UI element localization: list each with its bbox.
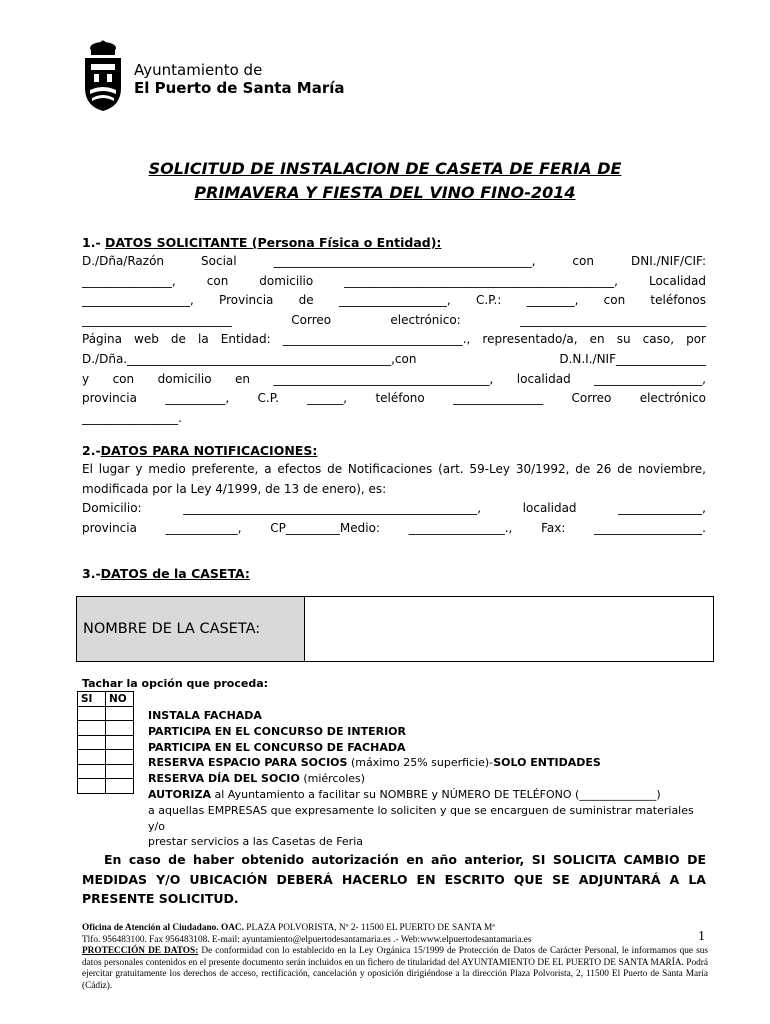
section2-title: DATOS PARA NOTIFICACIONES: [100,443,318,458]
s1-line-4: _________________________ Correo electrónico: _______________________________ [82,312,706,327]
option-2-si-box[interactable] [78,721,106,736]
option-5-label [148,771,708,787]
option-4-main: RESERVA ESPACIO PARA SOCIOS [148,756,348,770]
s1-line-7: y con domicilio en ____________________________________, localidad __________________, [82,371,706,386]
option-3-no-box[interactable] [106,735,134,750]
s1-line-6: D./Dña.____________________________________________,con D.N.I./NIF_______________ [82,351,706,366]
col-no-header: NO [106,692,134,707]
s2-line-1: El lugar y medio preferente, a efectos de Notificaciones (art. 59-Ley 30/1992, de 26 de noviembre, [82,462,706,476]
footer-privacy [82,946,708,992]
s1-line-9: ________________. [82,410,182,425]
s1-line-2: _______________, con domicilio _____________________________________________, Localidad [82,273,706,288]
option-3-label: PARTICIPA EN EL CONCURSO DE FACHADA [148,740,406,754]
option-6-detail: al Ayuntamiento a facilitar su NOMBRE y NÚMERO DE TELÉFONO (______________) [211,787,661,801]
option-6-main: AUTORIZA [148,787,212,801]
section1-heading [82,233,706,254]
s1-line-5: Página web de la Entidad: ______________________________., representado/a, en su caso, por [82,332,706,347]
option-1-label: INSTALA FACHADA [148,709,262,722]
section3-heading [82,564,706,585]
footer-office-label: Oficina de Atención al Ciudadano. OAC. [82,923,244,933]
s1-line-8: provincia __________, C.P. ______, teléfono _______________ Correo electrónico [82,391,706,406]
footer-contact: Tlfo. 956483100. Fax 956483108. E-mail: ayuntamiento@elpuertodesantamaria.es .- Web:www.elpuertodesantamaria.es [82,934,532,945]
section1-body [82,252,706,428]
option-2-no-box[interactable] [106,721,134,736]
option-5-main: RESERVA DÍA DEL SOCIO [148,772,300,786]
section1-title: DATOS SOLICITANTE (Persona Física o Entidad): [105,235,442,250]
option-4-si-box[interactable] [78,750,106,765]
section2-heading [82,441,706,462]
org-line2: El Puerto de Santa María [134,79,345,97]
options-instruction: Tachar la opción que proceda: [82,677,269,690]
option-4-note: SOLO ENTIDADES [493,756,601,770]
section3-number: 3.- [82,566,101,581]
option-2-label: PARTICIPA EN EL CONCURSO DE INTERIOR [148,724,406,738]
org-line1: Ayuntamiento de [134,61,263,79]
title-line2: PRIMAVERA Y FIESTA DEL VINO FINO-2014 [194,183,576,202]
options-checkbox-table [77,691,134,794]
change-request-notice [82,850,706,909]
section2-number: 2.- [82,443,101,458]
option-6-si-box[interactable] [78,779,106,794]
footer-office-address: PLAZA POLVORISTA, Nº 2- 11500 EL PUERTO DE SANTA Mª [243,923,495,933]
footer [82,923,708,993]
option-4-label [148,755,708,771]
option-6-label [148,787,708,803]
s2-line-3: Domicilio: _________________________________________________, localidad ______________, [82,501,706,516]
footer-office [82,923,708,935]
option-1-no-box[interactable] [106,706,134,721]
option-4-detail: (máximo 25% superficie)- [347,756,494,770]
col-si-header: SI [78,692,106,707]
option-6-line3: prestar servicios a las Casetas de Feria [148,835,364,849]
page-number: 1 [698,929,705,944]
option-5-si-box[interactable] [78,764,106,779]
option-5-detail: (miércoles) [299,772,366,786]
s1-line-3: __________________, Provincia de __________________, C.P.: ________, con teléfonos [82,293,706,308]
footer-privacy-label: PROTECCIÓN DE DATOS: [82,946,199,957]
s2-line-4: provincia ____________, CP_________Medio: ________________., Fax: __________________. [82,520,706,535]
option-4-no-box[interactable] [106,750,134,765]
s1-line-1: D./Dña/Razón Social ___________________________________________, con DNI./NIF/CIF: [82,254,706,268]
section2-body [82,460,706,538]
organization-name [134,62,345,97]
booth-name-label: NOMBRE DE LA CASETA: [77,597,305,661]
coat-of-arms-logo [82,40,124,112]
s2-line-2: modificada por la Ley 4/1999, de 13 de enero), es: [82,481,387,496]
option-3-si-box[interactable] [78,735,106,750]
options-list [148,708,708,850]
option-6-no-box[interactable] [106,779,134,794]
booth-name-box [76,596,714,662]
option-6-line2: a aquellas EMPRESAS que expresamente lo soliciten y que se encarguen de suministrar materiales y/o [148,803,694,833]
option-5-no-box[interactable] [106,764,134,779]
title-line1: SOLICITUD DE INSTALACION DE CASETA DE FERIA DE [148,159,622,178]
section3-title: DATOS de la CASETA: [100,566,250,581]
notice-text: En caso de haber obtenido autorización en año anterior, SI SOLICITA CAMBIO DE MEDIDAS Y/O UBICACIÓN DEBERÁ HACERLO EN ESCRITO QUE SE ADJUNTARÁ A LA PRESENTE SOLICITUD. [82,852,706,906]
section1-number: 1.- [82,235,105,250]
footer-privacy-text: De conformidad con lo establecido en la Ley Orgánica 15/1999 de Protección de Datos de Carácter Personal, le informamos que sus datos personales contenidos en el presente documento serán incluidos en un fichero de titularidad del AYUNTAMIENTO DE EL PUERTO DE SANTA MARÍA. Podrá ejercitar gratuitamente los derechos de acceso, rectificación, cancelación y oposición dirigiéndose a la dirección Plaza Polvorista, 2, 11500 El Puerto de Santa María (Cádiz). [82,946,708,991]
booth-name-field[interactable] [305,597,713,661]
option-1-si-box[interactable] [78,706,106,721]
page-title [0,157,770,205]
